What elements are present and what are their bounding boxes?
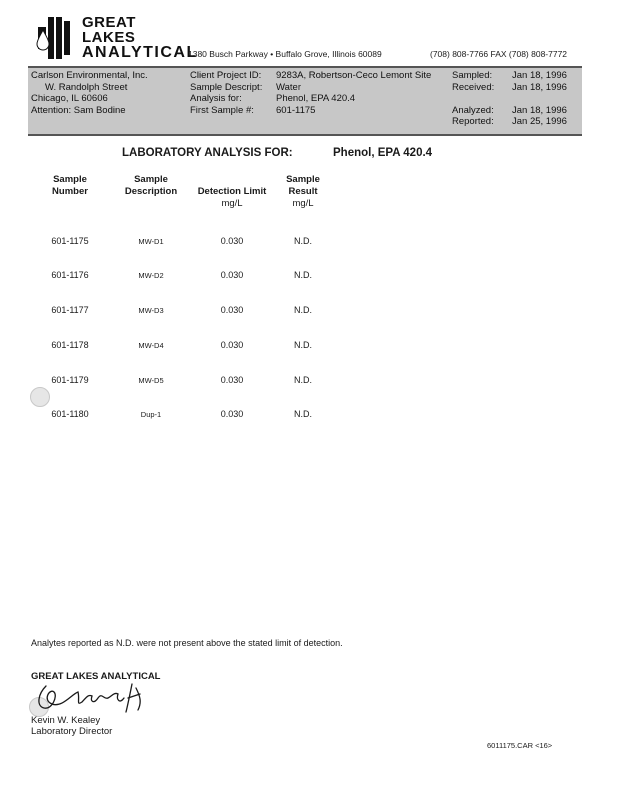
- cell-detection-limit: 0.030: [220, 270, 244, 280]
- cell-sample-number: 601-1178: [51, 340, 89, 350]
- punch-hole-icon: [30, 387, 50, 407]
- cell-detection-limit: 0.030: [220, 340, 244, 350]
- date-label: Received:: [452, 81, 495, 93]
- client-attention: Attention: Sam Bodine: [31, 104, 126, 116]
- date-label: Sampled:: [452, 70, 493, 81]
- signer-title: Laboratory Director: [31, 726, 113, 737]
- project-label: First Sample #:: [190, 104, 254, 116]
- project-id: 9283A, Robertson-Ceco Lemont Site: [276, 70, 432, 81]
- cell-detection-limit: 0.030: [220, 305, 244, 315]
- signature-company: GREAT LAKES ANALYTICAL: [31, 671, 161, 682]
- cell-sample-result: N.D.: [294, 236, 312, 246]
- cell-sample-number: 601-1177: [51, 305, 89, 315]
- header-sample-result: Sample Result mg/L: [286, 174, 320, 209]
- cell-sample-number: 601-1175: [51, 236, 89, 246]
- cell-sample-description: MW-D3: [138, 306, 164, 315]
- client-block: [31, 70, 148, 116]
- cell-sample-description: MW-D5: [138, 376, 164, 385]
- header-sample-description: Sample Description: [124, 174, 178, 197]
- cell-detection-limit: 0.030: [220, 409, 244, 419]
- cell-sample-description: MW-D4: [138, 341, 164, 350]
- date-reported: Jan 25, 1996: [512, 116, 567, 127]
- analysis-for: Phenol, EPA 420.4: [276, 93, 356, 104]
- logo-line-2: LAKES: [82, 29, 136, 46]
- lab-address: 1380 Busch Parkway • Buffalo Grove, Illinois 60089: [188, 49, 382, 59]
- cell-sample-number: 601-1176: [51, 270, 89, 280]
- great-lakes-logo-icon: [34, 17, 72, 59]
- lab-phone-fax: (708) 808-7766 FAX (708) 808-7772: [430, 49, 568, 59]
- project-label: Client Project ID:: [190, 70, 262, 81]
- header-sample-number: Sample Number: [52, 174, 88, 197]
- project-labels: [190, 70, 262, 116]
- logo-wordmark: [82, 15, 198, 60]
- date-label: Reported:: [452, 116, 494, 127]
- cell-sample-result: N.D.: [294, 409, 312, 419]
- date-received: Jan 18, 1996: [512, 81, 567, 93]
- cell-sample-description: MW-D1: [138, 237, 164, 246]
- project-label: Analysis for:: [190, 93, 242, 104]
- cell-sample-result: N.D.: [294, 340, 312, 350]
- sample-descript: Water: [276, 81, 301, 93]
- detection-footnote: Analytes reported as N.D. were not present above the stated limit of detection.: [31, 638, 343, 648]
- cell-sample-result: N.D.: [294, 375, 312, 385]
- logo-line-3: ANALYTICAL: [82, 44, 198, 61]
- signer-name: Kevin W. Kealey: [31, 715, 101, 726]
- handwritten-signature-icon: [32, 680, 162, 716]
- document-reference: 6011175.CAR <16>: [487, 741, 553, 750]
- header-detection-limit: Detection Limit mg/L: [197, 186, 267, 209]
- report-analyte: Phenol, EPA 420.4: [333, 147, 433, 159]
- cell-sample-description: MW-D2: [138, 271, 164, 280]
- date-label: Analyzed:: [452, 104, 494, 116]
- cell-sample-result: N.D.: [294, 270, 312, 280]
- cell-sample-number: 601-1180: [51, 409, 89, 419]
- date-labels: [452, 70, 494, 128]
- client-city: Chicago, IL 60606: [31, 93, 108, 104]
- project-values: [276, 70, 431, 116]
- report-title: LABORATORY ANALYSIS FOR:: [122, 147, 293, 159]
- client-street: W. Randolph Street: [45, 81, 128, 93]
- cell-detection-limit: 0.030: [220, 236, 244, 246]
- logo-line-1: GREAT: [82, 14, 136, 31]
- client-name: Carlson Environmental, Inc.: [31, 70, 148, 81]
- cell-sample-description: Dup-1: [140, 410, 162, 419]
- date-values: [512, 70, 567, 128]
- project-label: Sample Descript:: [190, 81, 263, 93]
- cell-detection-limit: 0.030: [220, 375, 244, 385]
- date-analyzed: Jan 18, 1996: [512, 104, 567, 116]
- date-sampled: Jan 18, 1996: [512, 70, 567, 81]
- cell-sample-result: N.D.: [294, 305, 312, 315]
- cell-sample-number: 601-1179: [51, 375, 89, 385]
- first-sample-number: 601-1175: [276, 104, 316, 116]
